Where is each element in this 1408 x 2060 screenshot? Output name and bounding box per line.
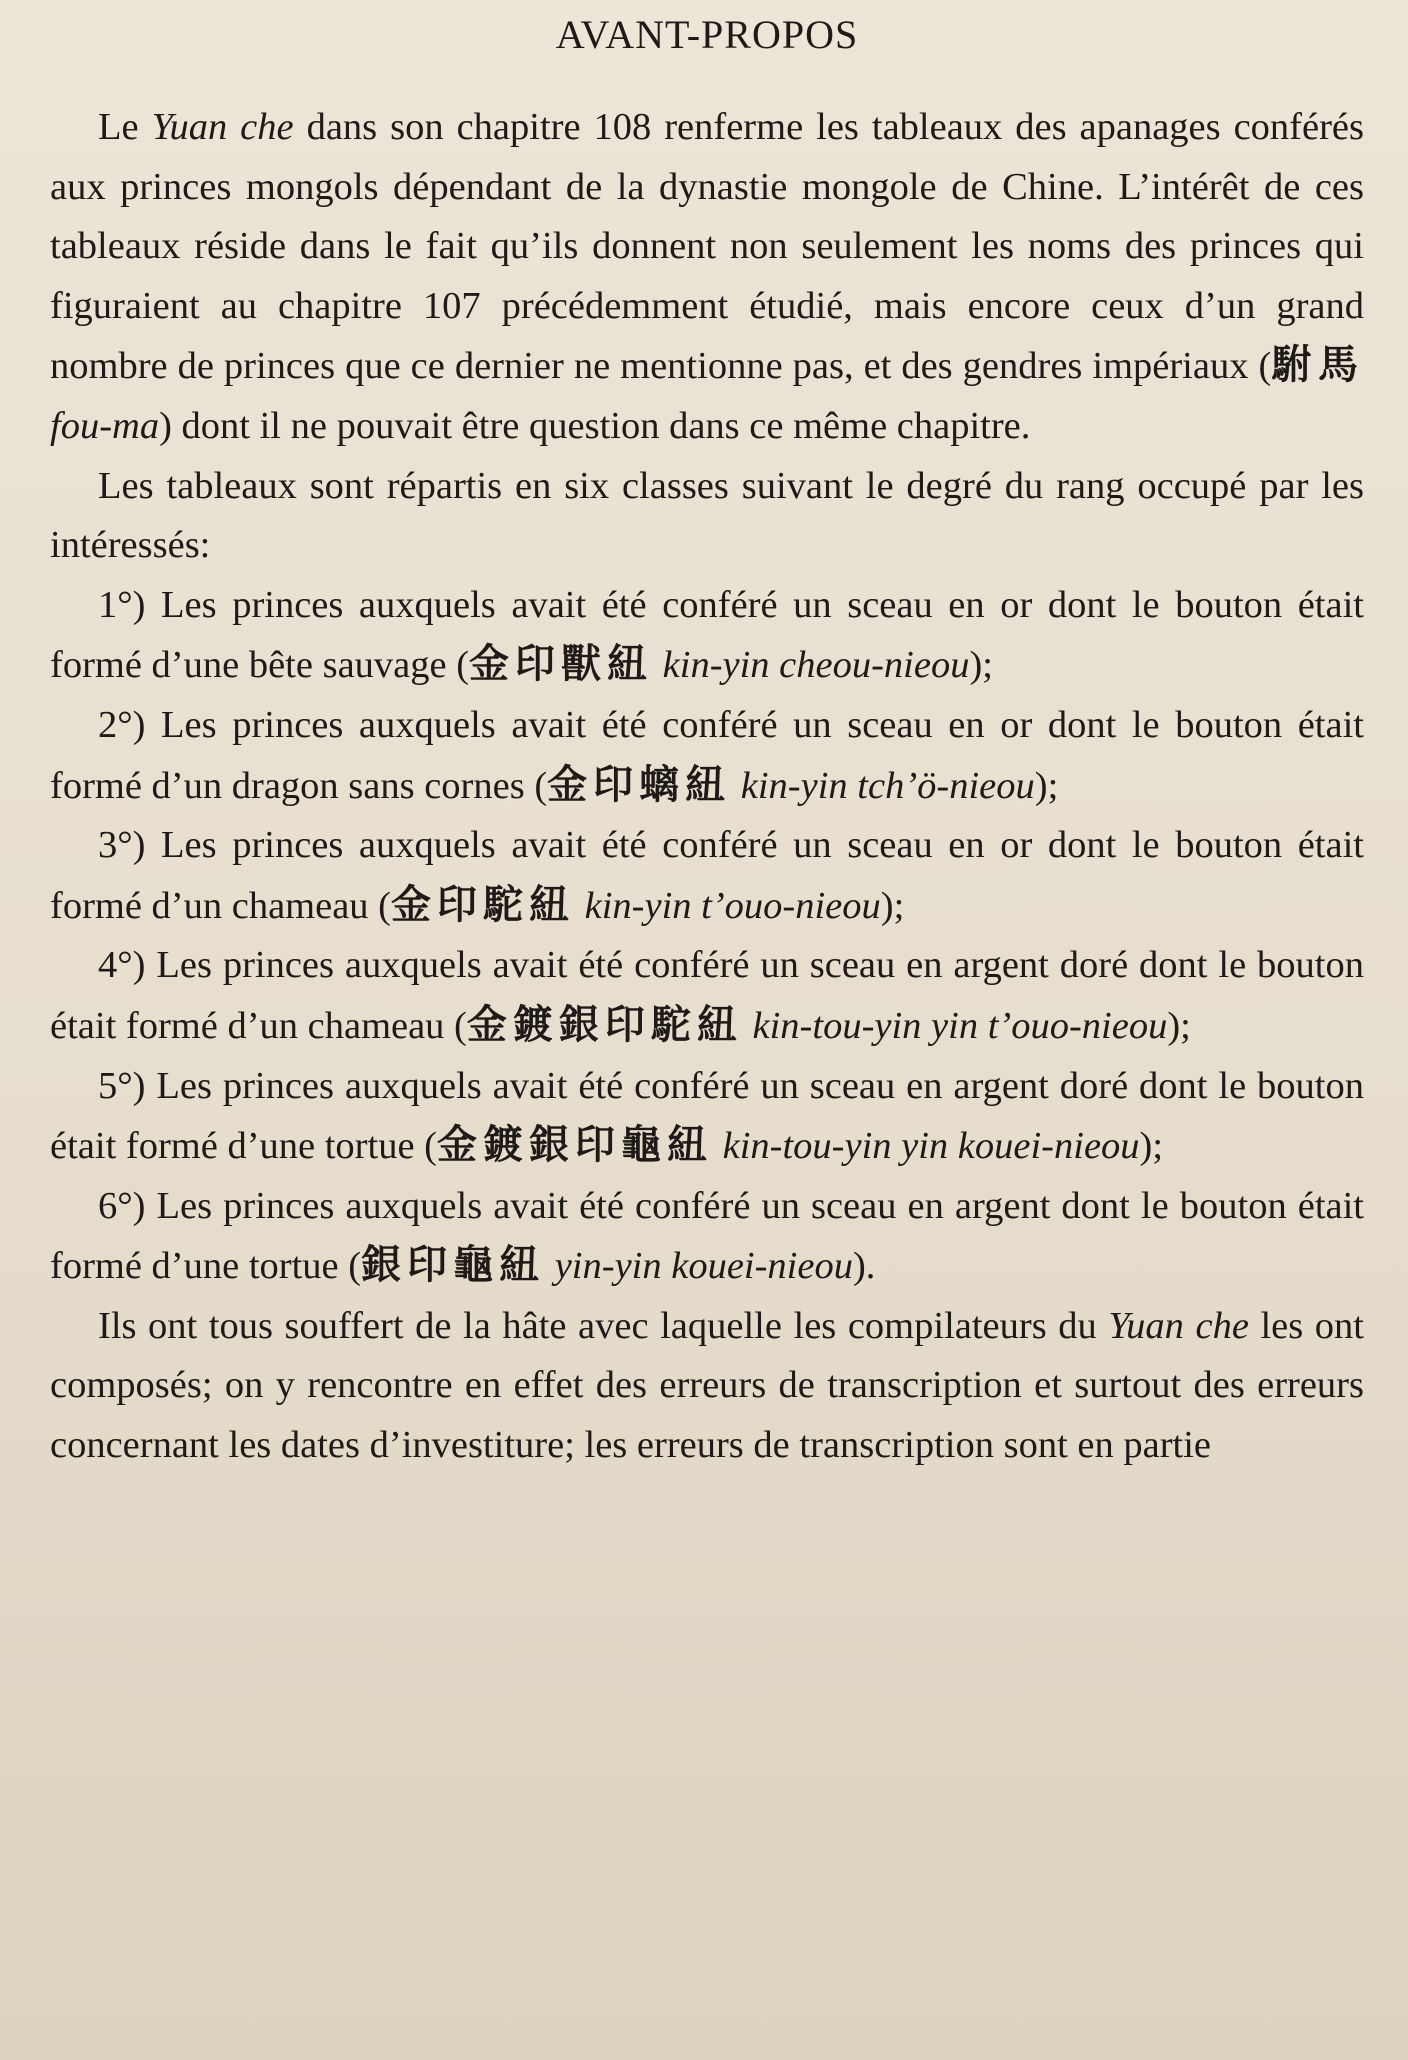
intro-text-1: Le: [98, 106, 152, 148]
intro-text-2: dans son chapitre 108 renferme les tableaux des apanages conférés aux princes mongols dépendant de la dynastie mongole de Chine. L’intérêt de ces tableaux réside dans le fait qu’ils donnent non seulement les noms des princes qui figuraient au chapitre 107 précédemment étudié, mais encore ceux d’un grand nombre de princes que ce dernier ne mentionne pas, et des gendres impériaux (: [50, 106, 1364, 388]
paragraph-classes-intro: Les tableaux sont répartis en six classes suivant le degré du rang occupé par les intéressés:: [50, 464, 1364, 567]
intro-text-3: ) dont il ne pouvait être question dans ce même chapitre.: [159, 404, 1031, 447]
item-romanization: kin-yin tch’ö-nieou: [740, 764, 1035, 807]
paragraph-intro: [50, 98, 1364, 457]
intro-chinese-fou-ma: 駙馬: [1271, 342, 1364, 389]
item-number: 1°): [98, 583, 146, 626]
body-text: [50, 98, 1364, 1476]
item-end: );: [880, 884, 905, 927]
item-romanization: kin-yin t’ouo-nieou: [584, 884, 881, 927]
item-chinese: 金印獸紐: [469, 641, 654, 688]
intro-romanization-fou-ma: fou-ma: [50, 404, 160, 447]
item-romanization: kin-tou-yin yin kouei-nieou: [722, 1125, 1140, 1168]
list-item-3: [50, 816, 1364, 936]
item-text: Les princes auxquels avait été conféré un sceau en or dont le bouton était formé d’un dragon sans cornes (: [50, 703, 1364, 807]
item-end: );: [1139, 1125, 1164, 1168]
item-chinese: 金鍍銀印龜紐: [436, 1122, 713, 1169]
closing-text-1: Ils ont tous souffert de la hâte avec laquelle les compilateurs du: [98, 1304, 1109, 1347]
list-item-4: [50, 936, 1364, 1056]
item-end: );: [1034, 764, 1059, 807]
item-chinese: 金印駝紐: [391, 881, 575, 928]
item-end: );: [1167, 1004, 1191, 1047]
item-number: 3°): [98, 824, 146, 867]
intro-title-yuan-che: Yuan che: [151, 106, 294, 148]
item-text: Les princes auxquels avait été conféré un sceau en argent dont le bouton était formé d’une tortue (: [50, 1184, 1364, 1288]
item-chinese: 銀印龜紐: [361, 1242, 546, 1289]
closing-text-2: les ont composés; on y rencontre en effet des erreurs de transcription et surtout des erreurs concernant les dates d’investiture; les erreurs de transcription sont en partie: [50, 1304, 1364, 1467]
item-number: 4°): [98, 944, 146, 987]
item-chinese: 金鍍銀印駝紐: [466, 1001, 743, 1048]
paragraph-closing: [50, 1297, 1364, 1476]
closing-title-yuan-che: Yuan che: [1108, 1304, 1249, 1347]
item-text: Les princes auxquels avait été conféré un sceau en argent doré dont le bouton était formé d’une tortue (: [50, 1064, 1364, 1168]
item-romanization: yin-yin kouei-nieou: [554, 1245, 853, 1288]
item-end: ).: [852, 1245, 876, 1288]
running-head: AVANT-PROPOS: [555, 12, 859, 57]
list-item-2: [50, 696, 1364, 816]
item-text: Les princes auxquels avait été conféré un sceau en or dont le bouton était formé d’une bête sauvage (: [50, 583, 1364, 687]
item-chinese: 金印螭紐: [547, 761, 732, 808]
item-romanization: kin-yin cheou-nieou: [662, 644, 970, 687]
item-end: );: [969, 644, 993, 687]
item-text: Les princes auxquels avait été conféré un sceau en argent doré dont le bouton était formé d’un chameau (: [50, 944, 1364, 1047]
list-item-5: [50, 1057, 1364, 1177]
item-number: 6°): [98, 1184, 146, 1227]
item-romanization: kin-tou-yin yin t’ouo-nieou: [752, 1004, 1168, 1047]
list-item-6: [50, 1177, 1364, 1297]
item-number: 5°): [98, 1064, 146, 1107]
item-text: Les princes auxquels avait été conféré un sceau en or dont le bouton était formé d’un chameau (: [50, 824, 1364, 927]
item-number: 2°): [98, 703, 146, 746]
list-item-1: [50, 576, 1364, 696]
